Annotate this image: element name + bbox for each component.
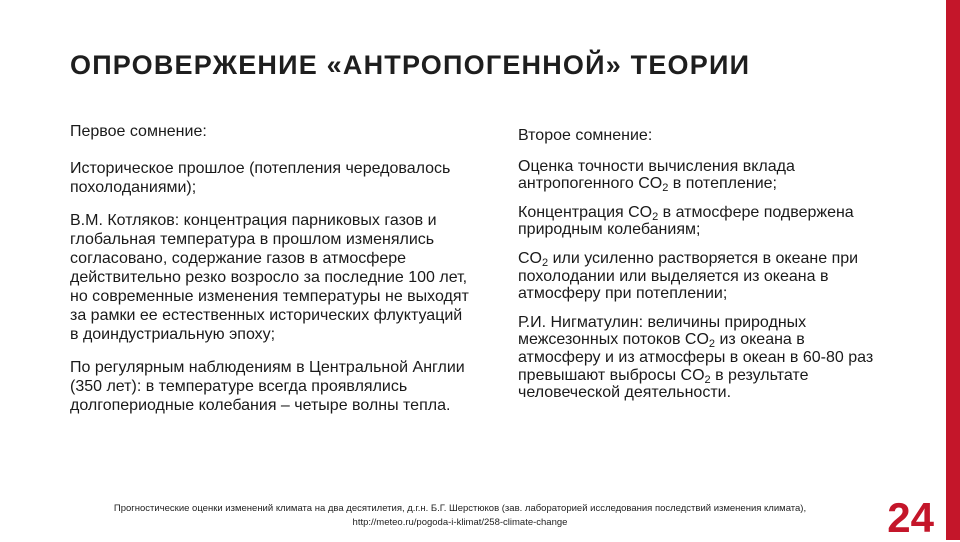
first-doubt-heading: Первое сомнение: (70, 123, 207, 140)
page-number: 24 (887, 494, 934, 541)
right-p4-text-end: в результате человеческой деятельности. (518, 366, 809, 402)
co2-formula: $CO_2$ (518, 249, 549, 269)
footnote-citation: Прогностические оценки изменений климата на два десятилетия, д.г.н. Б.Г. Шерстюков (зав. лабораторией исследования последствий изменения климата), (113, 503, 807, 514)
right-paragraph-3 (518, 250, 878, 303)
right-p1-text-start: Оценка точности вычисления вклада антропогенного (518, 157, 795, 193)
right-paragraph-2 (518, 204, 878, 239)
footnote-url[interactable]: http://meteo.ru/pogoda-i-klimat/258-climate-change (352, 517, 568, 528)
right-p1-text-end: в потепление; (668, 175, 777, 193)
co2-formula: $CO_2$ (638, 175, 669, 195)
right-p2-text-start: Концентрация (518, 203, 629, 221)
right-p3-text-end: или усиленно растворяется в океане при похолодании или выделяется из океана в атмосферу при потеплении; (518, 249, 859, 303)
left-paragraph-3: По регулярным наблюдениям в Центральной Англии (350 лет): в температуре всегда проявлялись долгопериодные колебания – четыре волны тепла. (70, 359, 465, 414)
accent-sidebar-bar (946, 0, 960, 540)
second-doubt-heading: Второе сомнение: (518, 127, 653, 144)
left-paragraph-2: В.М. Котляков: концентрация парниковых газов и глобальная температура в прошлом изменялись согласовано, содержание газов в атмосфере действительно резко возросло за последние 100 лет, но современные изменения температуры не выходят за рамки ее естественных исторических флуктуаций в доиндустриальную эпоху; (70, 212, 469, 343)
left-paragraph-1: Историческое прошлое (потепления чередовалось похолоданиями); (70, 160, 451, 196)
slide-title: ОПРОВЕРЖЕНИЕ «АНТРОПОГЕННОЙ» ТЕОРИИ (70, 50, 751, 80)
right-p2-text-end: в атмосфере подвержена природным колебаниям; (518, 203, 854, 239)
right-paragraph-4 (518, 314, 878, 402)
right-paragraph-1 (518, 158, 878, 193)
right-column (518, 122, 878, 413)
co2-formula: $CO_2$ (628, 203, 659, 223)
co2-formula: $CO_2$ (680, 366, 711, 386)
co2-formula: $CO_2$ (684, 331, 716, 351)
source-footnote (40, 502, 880, 530)
right-p4-text-start: Р.И. Нигматулин: величины природных межсезонных потоков (518, 313, 807, 349)
right-p4-text-middle: из океана в атмосферу и из атмосферы в океан в 60-80 раз превышают выбросы (518, 331, 874, 384)
left-column (70, 122, 470, 429)
